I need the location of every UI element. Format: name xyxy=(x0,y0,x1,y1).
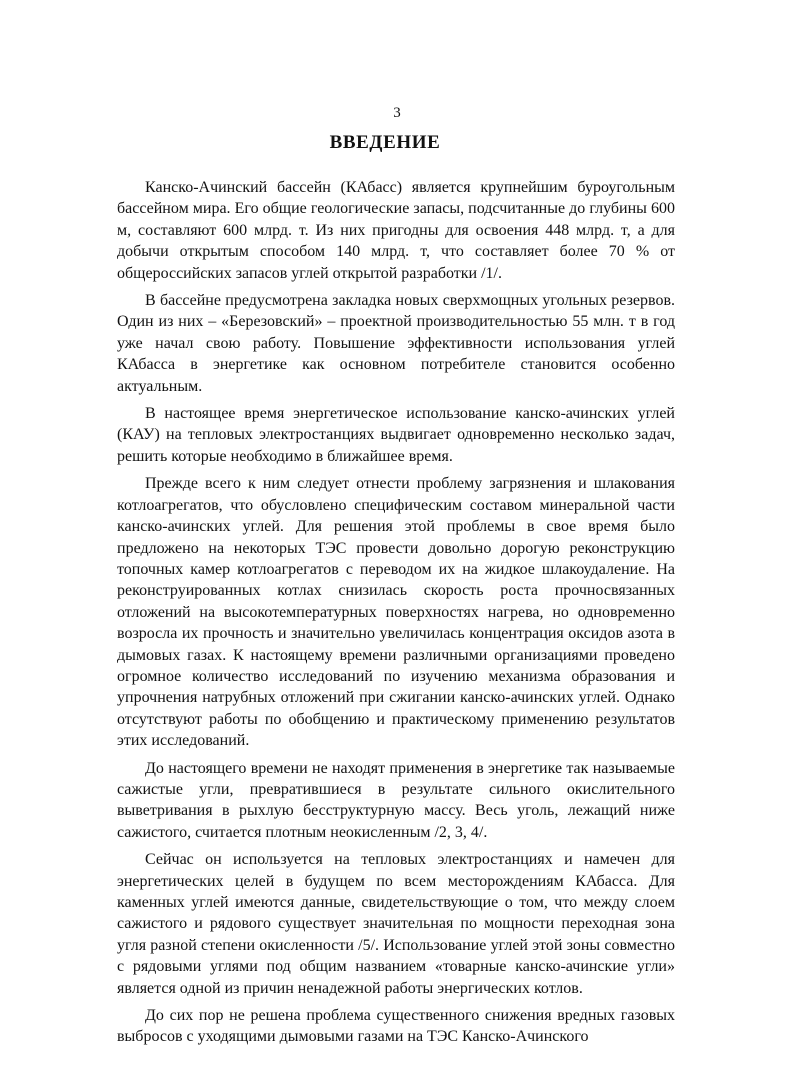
paragraph: Канско-Ачинский бассейн (КАбасс) является крупнейшим буроугольным бассейном мира. Его общие геологические запасы, подсчитанные до глубины 600 м, составляют 600 млрд. т. Из них пригодны для освоения 448 млрд. т, а для добычи открытым способом 140 млрд. т, что составляет более 70 % от общероссийских запасов углей открытой разработки /1/. xyxy=(117,179,675,282)
paragraph: В бассейне предусмотрена закладка новых сверхмощных угольных резервов. Один из них – «Березовский» – проектной производительностью 55 млн. т в год уже начал свою работу. Повышение эффективности использования углей КАбасса в энергетике как основном потребителе становится особенно актуальным. xyxy=(117,292,675,395)
document-body xyxy=(117,177,675,1054)
paragraph: Сейчас он используется на тепловых электростанциях и намечен для энергетических целей в будущем по всем месторождениям КАбасса. Для каменных углей имеются данные, свидетельствующие о том, что между слоем сажистого и рядового существует значительная по мощности переходная зона угля разной степени окисленности /5/. Использование углей этой зоны совместно с рядовыми углями под общим названием «товарные канско-ачинские угли» является одной из причин ненадежной работы энергических котлов. xyxy=(117,851,675,997)
paragraph: До настоящего времени не находят применения в энергетике так называемые сажистые угли, превратившиеся в результате сильного окислительного выветривания в рыхлую бесструктурную массу. Весь уголь, лежащий ниже сажистого, считается плотным неокисленным /2, 3, 4/. xyxy=(117,759,675,841)
page-title: ВВЕДЕНИЕ xyxy=(329,132,441,153)
page-number: 3 xyxy=(393,105,401,121)
paragraph: Прежде всего к ним следует отнести проблему загрязнения и шлакования котлоагрегатов, что обусловлено специфическим составом минеральной части канско-ачинских углей. Для решения этой проблемы в свое время было предложено на некоторых ТЭС провести довольно дорогую реконструкцию топочных камер котлоагрегатов с переводом их на жидкое шлакоудаление. На реконструированных котлах снизилась скорость роста прочносвязанных отложений на высокотемпературных поверхностях нагрева, но одновременно возросла их прочность и значительно увеличилась концентрация оксидов азота в дымовых газах. К настоящему времени различными организациями проведено огромное количество исследований по изучению механизма образования и упрочнения натрубных отложений при сжигании канско-ачинских углей. Однако отсутствуют работы по обобщению и практическому применению результатов этих исследований. xyxy=(117,475,675,750)
paragraph: До сих пор не решена проблема существенного снижения вредных газовых выбросов с уходящими дымовыми газами на ТЭС Канско-Ачинского xyxy=(117,1007,675,1046)
paragraph: В настоящее время энергетическое использование канско-ачинских углей (КАУ) на тепловых электростанциях выдвигает одновременно несколько задач, решить которые необходимо в ближайшее время. xyxy=(117,405,675,465)
